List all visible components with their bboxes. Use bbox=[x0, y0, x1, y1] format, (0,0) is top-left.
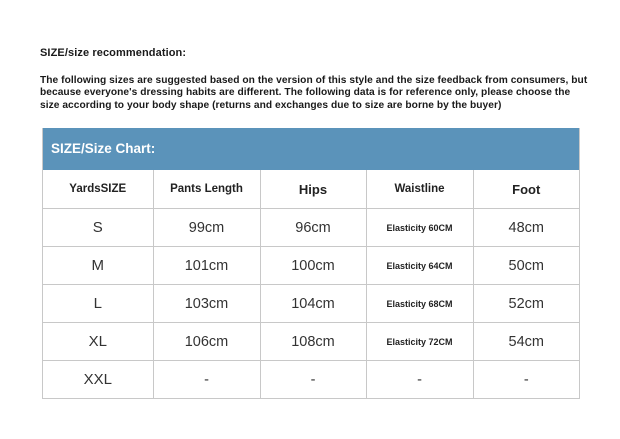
header-pants-length: Pants Length bbox=[153, 170, 260, 209]
pants-length-cell: 106cm bbox=[153, 323, 260, 361]
pants-length-cell: 103cm bbox=[153, 285, 260, 323]
size-chart-title: SIZE/Size Chart: bbox=[43, 128, 579, 170]
table-row bbox=[43, 247, 579, 285]
waistline-cell: Elasticity 72CM bbox=[366, 323, 473, 361]
foot-cell: - bbox=[473, 361, 579, 399]
waistline-cell: Elasticity 60CM bbox=[366, 209, 473, 247]
hips-cell: 96cm bbox=[260, 209, 366, 247]
size-cell: L bbox=[43, 285, 153, 323]
foot-cell: 50cm bbox=[473, 247, 579, 285]
size-chart-table bbox=[43, 170, 579, 398]
pants-length-cell: 101cm bbox=[153, 247, 260, 285]
foot-cell: 48cm bbox=[473, 209, 579, 247]
table-row bbox=[43, 209, 579, 247]
table-row bbox=[43, 285, 579, 323]
waistline-cell: Elasticity 68CM bbox=[366, 285, 473, 323]
size-cell: M bbox=[43, 247, 153, 285]
pants-length-cell: 99cm bbox=[153, 209, 260, 247]
size-chart bbox=[42, 128, 580, 399]
hips-cell: 104cm bbox=[260, 285, 366, 323]
size-cell: XL bbox=[43, 323, 153, 361]
foot-cell: 52cm bbox=[473, 285, 579, 323]
size-recommendation-text: The following sizes are suggested based on the version of this style and the size feedback from consumers, but because everyone's dressing habits are different. The following data is for reference only, please choose the size according to your body shape (returns and exchanges due to size are borne by the buyer) bbox=[40, 75, 588, 111]
size-recommendation-heading: SIZE/size recommendation: bbox=[40, 47, 187, 59]
table-row bbox=[43, 361, 579, 399]
foot-cell: 54cm bbox=[473, 323, 579, 361]
size-cell: S bbox=[43, 209, 153, 247]
header-foot: Foot bbox=[473, 170, 579, 209]
hips-cell: 100cm bbox=[260, 247, 366, 285]
header-yards-size: YardsSIZE bbox=[43, 170, 153, 209]
waistline-cell: - bbox=[366, 361, 473, 399]
header-hips: Hips bbox=[260, 170, 366, 209]
hips-cell: - bbox=[260, 361, 366, 399]
size-cell: XXL bbox=[43, 361, 153, 399]
table-header-row bbox=[43, 170, 579, 209]
pants-length-cell: - bbox=[153, 361, 260, 399]
waistline-cell: Elasticity 64CM bbox=[366, 247, 473, 285]
table-row bbox=[43, 323, 579, 361]
header-waistline: Waistline bbox=[366, 170, 473, 209]
hips-cell: 108cm bbox=[260, 323, 366, 361]
